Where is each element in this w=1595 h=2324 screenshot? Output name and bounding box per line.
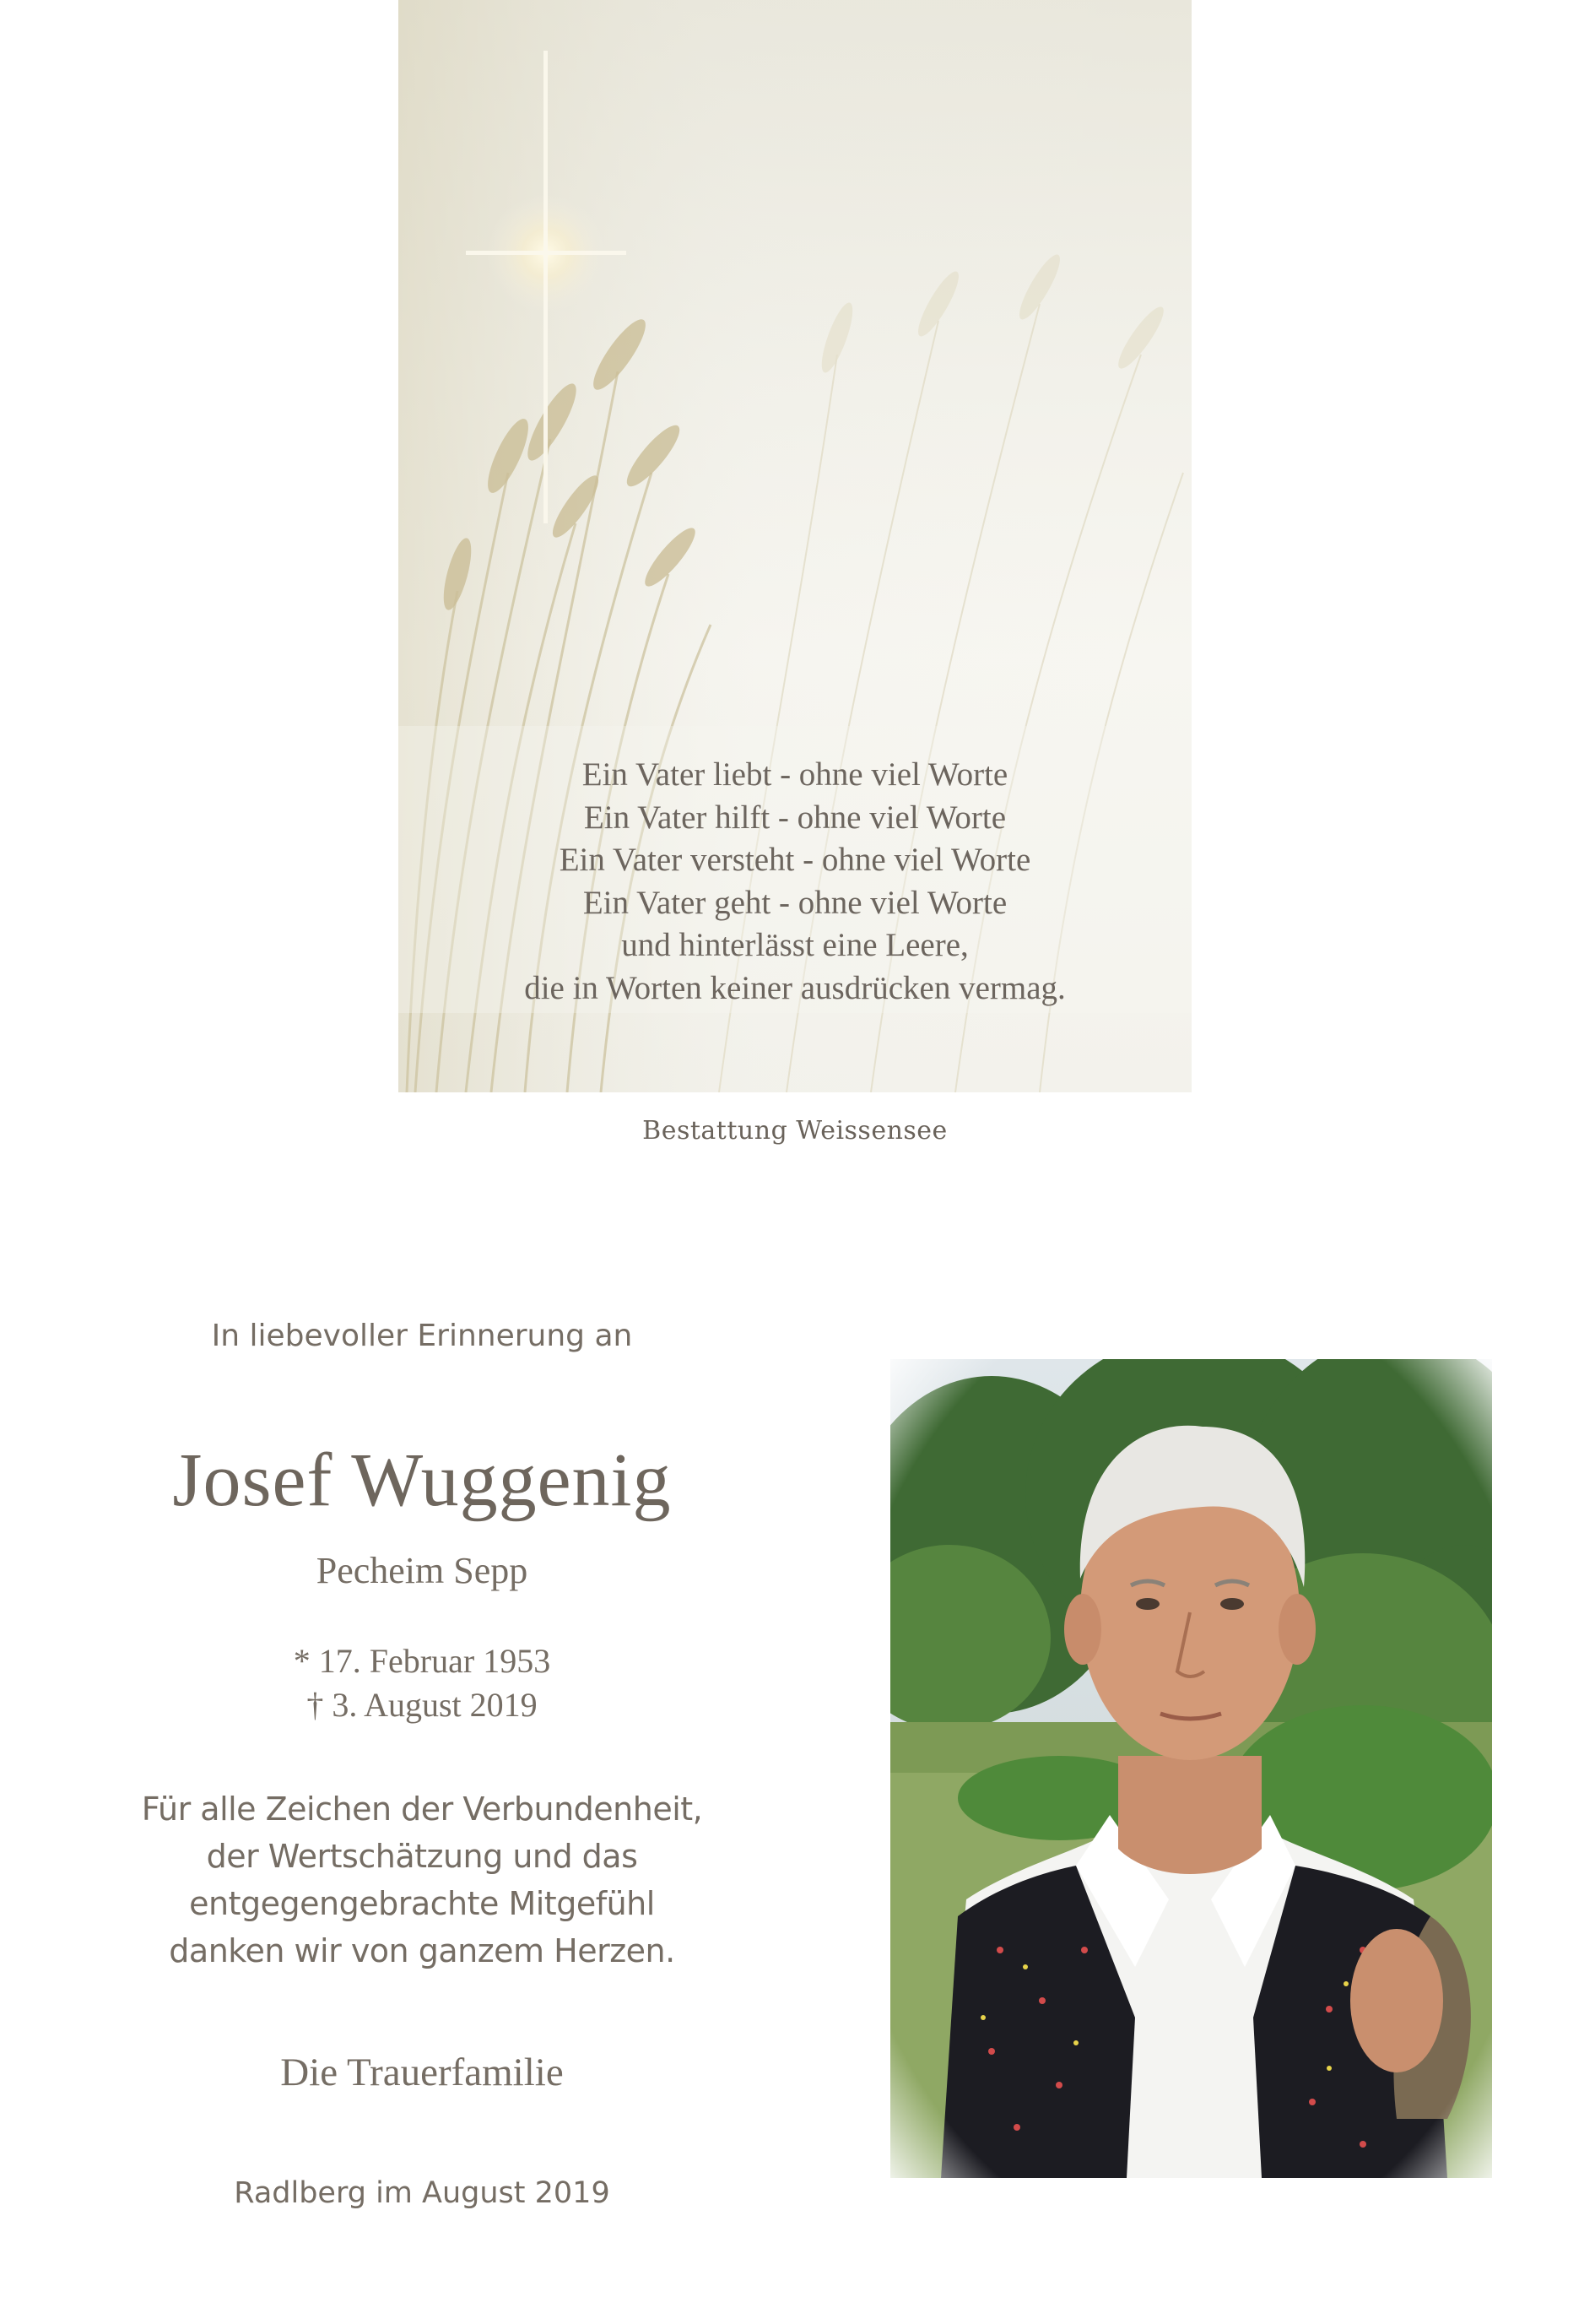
death-date: † 3. August 2019 [306,1686,538,1724]
birth-date: * 17. Februar 1953 [293,1642,551,1680]
memorial-image-panel [398,0,1192,1092]
signature: Die Trauerfamilie [280,2050,564,2094]
poem-line: die in Worten keiner ausdrücken vermag. [524,969,1066,1006]
poem [398,754,1192,1010]
thanks-line: der Wertschätzung und das [206,1838,638,1875]
thanks-line: entgegengebrachte Mitgefühl [189,1885,655,1922]
intro-text: In liebevoller Erinnerung an [211,1319,633,1353]
poem-line: und hinterlässt eine Leere, [621,927,969,963]
thanks-line: danken wir von ganzem Herzen. [169,1932,675,1969]
funeral-home-name: Bestattung Weissensee [642,1116,948,1146]
poem-line: Ein Vater geht - ohne viel Worte [582,884,1008,921]
portrait-photo [890,1359,1492,2178]
deceased-nickname: Pecheim Sepp [316,1550,528,1591]
place-date: Radlberg im August 2019 [234,2176,610,2210]
deceased-name: Josef Wuggenig [172,1438,672,1522]
thanks-line: Für alle Zeichen der Verbundenheit, [141,1790,703,1828]
poem-line: Ein Vater liebt - ohne viel Worte [581,756,1008,793]
poem-line: Ein Vater versteht - ohne viel Worte [559,842,1031,878]
thanks-message [101,1785,743,1975]
poem-line: Ein Vater hilft - ohne viel Worte [583,799,1007,836]
portrait-illustration [890,1359,1492,2178]
